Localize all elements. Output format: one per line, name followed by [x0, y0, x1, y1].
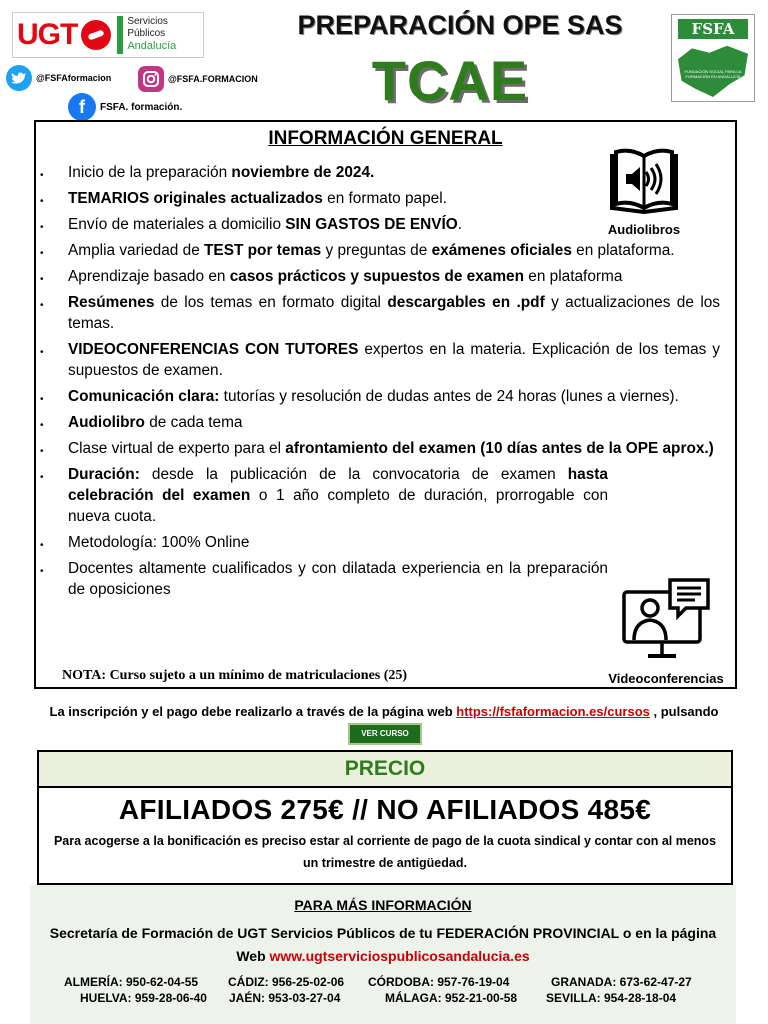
ugt-sub-line: Andalucía — [127, 40, 177, 52]
facebook-handle-text: FSFA. formación. — [100, 101, 183, 113]
info-list-item: • Envío de materiales a domicilio SIN GASTOS DE ENVÍO. — [40, 214, 608, 235]
info-list-item: • Duración: desde la publicación de la convocatoria de examen hasta celebración del examen o 1 año completo de duración, prorrogable con nueva cuota. — [40, 464, 608, 527]
price-values: AFILIADOS 275€ // NO AFILIADOS 485€ — [118, 794, 652, 825]
servicios-publicos-mark — [117, 16, 176, 54]
videoconference-label: Videoconferencias — [608, 671, 724, 686]
phone-entry: HUELVA: 959-28-06-40 — [80, 991, 207, 1005]
bonus-conditions: Para acogerse a la bonificación es preciso estar al corriente de pago de la cuota sindical y contar con al menos un trimestre de antigüedad. — [53, 834, 717, 870]
ugt-sub-line: Servicios — [127, 16, 168, 27]
phone-entry: JAÉN: 953-03-27-04 — [229, 991, 341, 1005]
audiobooks-label: Audiolibros — [607, 222, 681, 237]
price-box — [37, 788, 733, 885]
general-info-box — [34, 120, 737, 689]
courses-link[interactable]: https://fsfaformacion.es/cursos — [456, 704, 650, 719]
fsfa-logo-subtext: FUNDACIÓN SOCIAL PARA LA FORMACIÓN EN ANDALUCÍA — [684, 69, 742, 79]
web-line: Web www.ugtserviciospublicosandalucia.es — [236, 948, 530, 964]
handshake-icon — [81, 20, 111, 50]
phone-entry: GRANADA: 673-62-47-27 — [551, 975, 692, 989]
info-list-item: • Amplia variedad de TEST por temas y preguntas de exámenes oficiales en plataforma. — [40, 240, 720, 261]
info-list-item: • Clase virtual de experto para el afrontamiento del examen (10 días antes de la OPE aprox.) — [40, 438, 720, 459]
videoconference-icon — [596, 578, 736, 667]
header — [0, 0, 768, 120]
info-list-item: • Comunicación clara: tutorías y resolución de dudas antes de 24 horas (lunes a viernes). — [40, 386, 720, 407]
instagram-icon — [138, 66, 164, 92]
info-list-item: • Resúmenes de los temas en formato digital descargables en .pdf y actualizaciones de los temas. — [40, 292, 720, 334]
info-list-item: • VIDEOCONFERENCIAS CON TUTORES expertos en la materia. Explicación de los temas y supuestos de examen. — [40, 339, 720, 381]
ugt-sub-line: Públicos — [127, 28, 166, 39]
ver-curso-button[interactable]: VER CURSO — [348, 723, 422, 745]
phone-entry: ALMERÍA: 950-62-04-55 — [64, 975, 199, 989]
phone-entry: CÁDIZ: 956-25-02-06 — [228, 975, 345, 989]
page-subtitle: TCAE — [371, 49, 529, 112]
secretaria-text: Secretaría de Formación de UGT Servicios Públicos de tu FEDERACIÓN PROVINCIAL o en la página — [49, 925, 717, 941]
audiobooks-badge — [604, 148, 684, 237]
registration-line: La inscripción y el pago debe realizarlo a través de la página web https://fsfaformacion.es/cursos , pulsando — [49, 704, 719, 719]
info-list-item: • Aprendizaje basado en casos prácticos y supuestos de examen en plataforma — [40, 266, 720, 287]
facebook-icon: f — [68, 93, 96, 121]
instagram-handle[interactable] — [138, 66, 258, 92]
info-list-item: • Metodología: 100% Online — [40, 532, 608, 553]
info-title: INFORMACIÓN GENERAL — [268, 128, 503, 149]
info-list-item: • TEMARIOS originales actualizados en formato papel. — [40, 188, 608, 209]
info-list-item: • Audiolibro de cada tema — [40, 412, 720, 433]
nota: NOTA: Curso sujeto a un mínimo de matriculaciones (25) — [62, 668, 408, 683]
ugt-logo — [12, 12, 204, 58]
twitter-handle-text: @FSFAformacion — [36, 73, 112, 83]
phone-entry: SEVILLA: 954-28-18-04 — [546, 991, 677, 1005]
more-info-title: PARA MÁS INFORMACIÓN — [294, 897, 472, 913]
website-link[interactable]: www.ugtserviciospublicosandalucia.es — [269, 948, 530, 964]
info-list-item: • Docentes altamente cualificados y con dilatada experiencia en la preparación de oposiciones — [40, 558, 608, 600]
phone-entry: CÓRDOBA: 957-76-19-04 — [368, 975, 510, 989]
twitter-handle[interactable] — [6, 65, 111, 91]
ugt-logo-text: UGT — [17, 18, 78, 51]
instagram-handle-text: @FSFA.FORMACION — [168, 74, 258, 84]
facebook-handle[interactable] — [68, 93, 182, 121]
fsfa-logo — [671, 14, 755, 102]
audiobook-icon — [608, 148, 680, 216]
twitter-icon — [6, 65, 32, 91]
contact-footer — [30, 885, 736, 1024]
page-title: PREPARACIÓN OPE SAS — [297, 10, 623, 40]
videoconference-badge — [596, 578, 736, 686]
phone-entry: MÁLAGA: 952-21-00-58 — [385, 991, 518, 1005]
fsfa-logo-text: FSFA — [678, 19, 748, 39]
price-header: PRECIO — [37, 750, 733, 788]
info-list-item: • Inicio de la preparación noviembre de 2024. — [40, 162, 608, 183]
